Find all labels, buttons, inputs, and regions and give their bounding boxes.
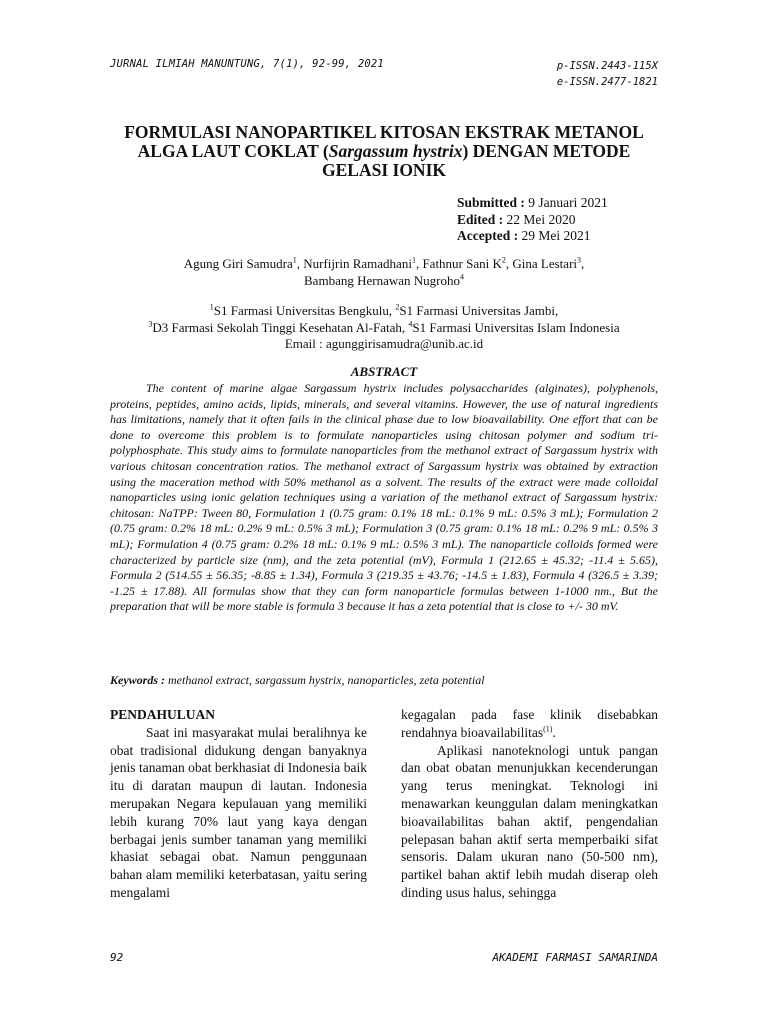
issn-block	[557, 58, 658, 90]
affiliation-line-1	[110, 303, 658, 320]
accepted-row	[457, 228, 608, 245]
affiliation-num: 1	[209, 302, 214, 312]
body-paragraph: Aplikasi nanoteknologi untuk pangan dan obat obatan menunjukkan kecenderungan yang terus meningkat. Teknologi ini menawarkan keunggulan dalam meningkatkan bioavailabilitas bahan aktif, pengendalian pelepasan bahan aktif serta memperbaiki sifat sensoris. Dalam ukuran nano (50-500 nm), partikel bahan aktif lebih mudah diserap oleh dinding usus halus, sehingga	[401, 742, 658, 900]
section-heading: PENDAHULUAN	[110, 707, 216, 722]
author-name: Nurfijrin Ramadhani	[303, 256, 412, 271]
author-name: Fathnur Sani K	[422, 256, 502, 271]
affiliations	[110, 303, 658, 353]
author-line-2	[110, 273, 658, 290]
keywords	[110, 673, 658, 688]
author-aff: 1	[292, 255, 297, 265]
citation-ref: (1)	[543, 724, 553, 734]
author-aff: 2	[501, 255, 506, 265]
accepted-label: Accepted :	[457, 228, 519, 243]
continued-end: .	[552, 724, 556, 740]
page-number: 92	[110, 951, 124, 964]
author-aff: 1	[411, 255, 416, 265]
author-name: Gina Lestari	[512, 256, 578, 271]
submission-dates	[457, 195, 608, 245]
keywords-text: methanol extract, sargassum hystrix, nanoparticles, zeta potential	[168, 673, 485, 687]
author-line-1: Agung Giri Samudra$^1$, Nurfijrin Ramadhani$^1$, Fathnur Sani $K^2$, Gina Lestari$^3$,	[183, 255, 585, 271]
title-line-3: GELASI IONIK	[322, 160, 446, 180]
body-column-right	[401, 706, 658, 902]
author-aff: 3	[577, 255, 582, 265]
affiliation-num: 2	[395, 302, 400, 312]
body-column-left	[110, 706, 367, 902]
accepted-date: 29 Mei 2021	[521, 228, 591, 243]
submitted-row	[457, 195, 608, 212]
title-species: Sargassum hystrix	[328, 141, 463, 161]
abstract-text: The content of marine algae Sargassum hystrix includes polysaccharides (alginates), polyphenols, proteins, peptides, amino acids, lipids, minerals, and several vitamins. However, the use of natural ingredients has limitations, namely that it often fails in the clinical phase due to low bioavailability. One effort that can be done to overcome this problem is to formulate nanoparticles using chitosan polymer and sodium tri-polyphosphate. This study aims to formulate nanoparticles from the methanol extract of Sargassum hystrix with various chitosan concentration ratios. The methanol extract of Sargassum hystrix was obtained by extraction using the maceration method with 50% methanol as a solvent. The results of the extract were made colloidal nanoparticles using ionic gelation techniques using a variation of the methanol extract of Sargassum hystrix: chitosan: NaTPP: Tween 80, Formulation 1 (0.75 gram: 0.1% 18 mL: 0.1% 9 mL: 0.5% 3 mL); Formulation 2 (0.75 gram: 0.2% 18 mL: 0.2% 9 mL: 0.5% 3 mL); Formulation 3 (0.75 gram: 0.1% 18 mL: 0.2% 9 mL: 0.5% 3 mL); Formulation 4 (0.75 gram: 0.2% 18 mL: 0.1% 9 mL: 0.5% 3 mL). The nanoparticle colloids formed were characterized by particle size (nm), and the zeta potential (mV), Formula 1 (212.65 ± 45.32; -11.4 ± 5.65), Formula 2 (514.55 ± 56.35; -8.85 ± 1.34), Formula 3 (219.35 ± 43.76; -14.5 ± 1.83), Formula 4 (326.5 ± 3.39; -1.25 ± 17.88). All formulas show that they can form nanoparticle formulas between 1-1000 nm., But the preparation that will be more stable is formula 3 because it has a zeta potential that is close to +/- 30 mV.	[110, 381, 658, 614]
body-paragraph-continued	[401, 706, 658, 742]
title-line-2-post: ) DENGAN METODE	[462, 141, 631, 161]
affiliation-num: 3	[148, 319, 153, 329]
pissn: p-ISSN.2443-115X	[556, 60, 658, 72]
affiliation-line-2	[110, 320, 658, 337]
publisher-footer: AKADEMI FARMASI SAMARINDA	[492, 951, 658, 964]
affiliation-text: D3 Farmasi Sekolah Tinggi Kesehatan Al-Fatah,	[152, 319, 409, 335]
edited-date: 22 Mei 2020	[506, 211, 576, 227]
submitted-date: 9 Januari 2021	[528, 195, 608, 210]
affiliation-text: S1 Farmasi Universitas Islam Indonesia	[412, 319, 620, 335]
title-line-2	[110, 142, 658, 161]
author-aff: 4	[459, 272, 464, 282]
title-line-2-pre: ALGA LAUT COKLAT (	[137, 141, 329, 161]
eissn: e-ISSN.2477-1821	[556, 76, 658, 88]
affiliation-text: S1 Farmasi Universitas Bengkulu,	[213, 303, 396, 318]
journal-header: JURNAL ILMIAH MANUNTUNG, 7(1), 92-99, 2021	[110, 58, 384, 70]
edited-label: Edited :	[457, 211, 504, 227]
keywords-label: Keywords :	[110, 673, 165, 687]
title-line-1: FORMULASI NANOPARTIKEL KITOSAN EKSTRAK METANOL	[124, 122, 644, 142]
author-name: Agung Giri Samudra	[183, 256, 293, 271]
submitted-label: Submitted :	[457, 195, 525, 210]
affiliation-text: S1 Farmasi Universitas Jambi,	[399, 303, 559, 318]
affiliation-num: 4	[408, 319, 413, 329]
paper-title	[110, 123, 658, 180]
author-name: Bambang Hernawan Nugroho	[304, 272, 460, 288]
abstract-heading: ABSTRACT	[350, 364, 418, 379]
email: Email : agunggirisamudra@unib.ac.id	[284, 336, 484, 351]
author-list	[110, 256, 658, 289]
body-paragraph: Saat ini masyarakat mulai beralihnya ke obat tradisional didukung dengan banyaknya jenis tanaman obat berkhasiat di Indonesia baik itu di daratan maupun di lautan. Indonesia merupakan Negara kepulauan yang memiliki lebih kurang 70% laut yang kaya dengan berbagai jenis sumber tanaman yang memiliki khasiat sebagai obat. Namun penggunaan bahan alam memiliki keterbatasan, yaitu sering mengalami	[110, 724, 367, 900]
edited-row	[457, 212, 608, 229]
continued-text: kegagalan pada fase klinik disebabkan rendahnya bioavailabilitas	[401, 707, 658, 740]
